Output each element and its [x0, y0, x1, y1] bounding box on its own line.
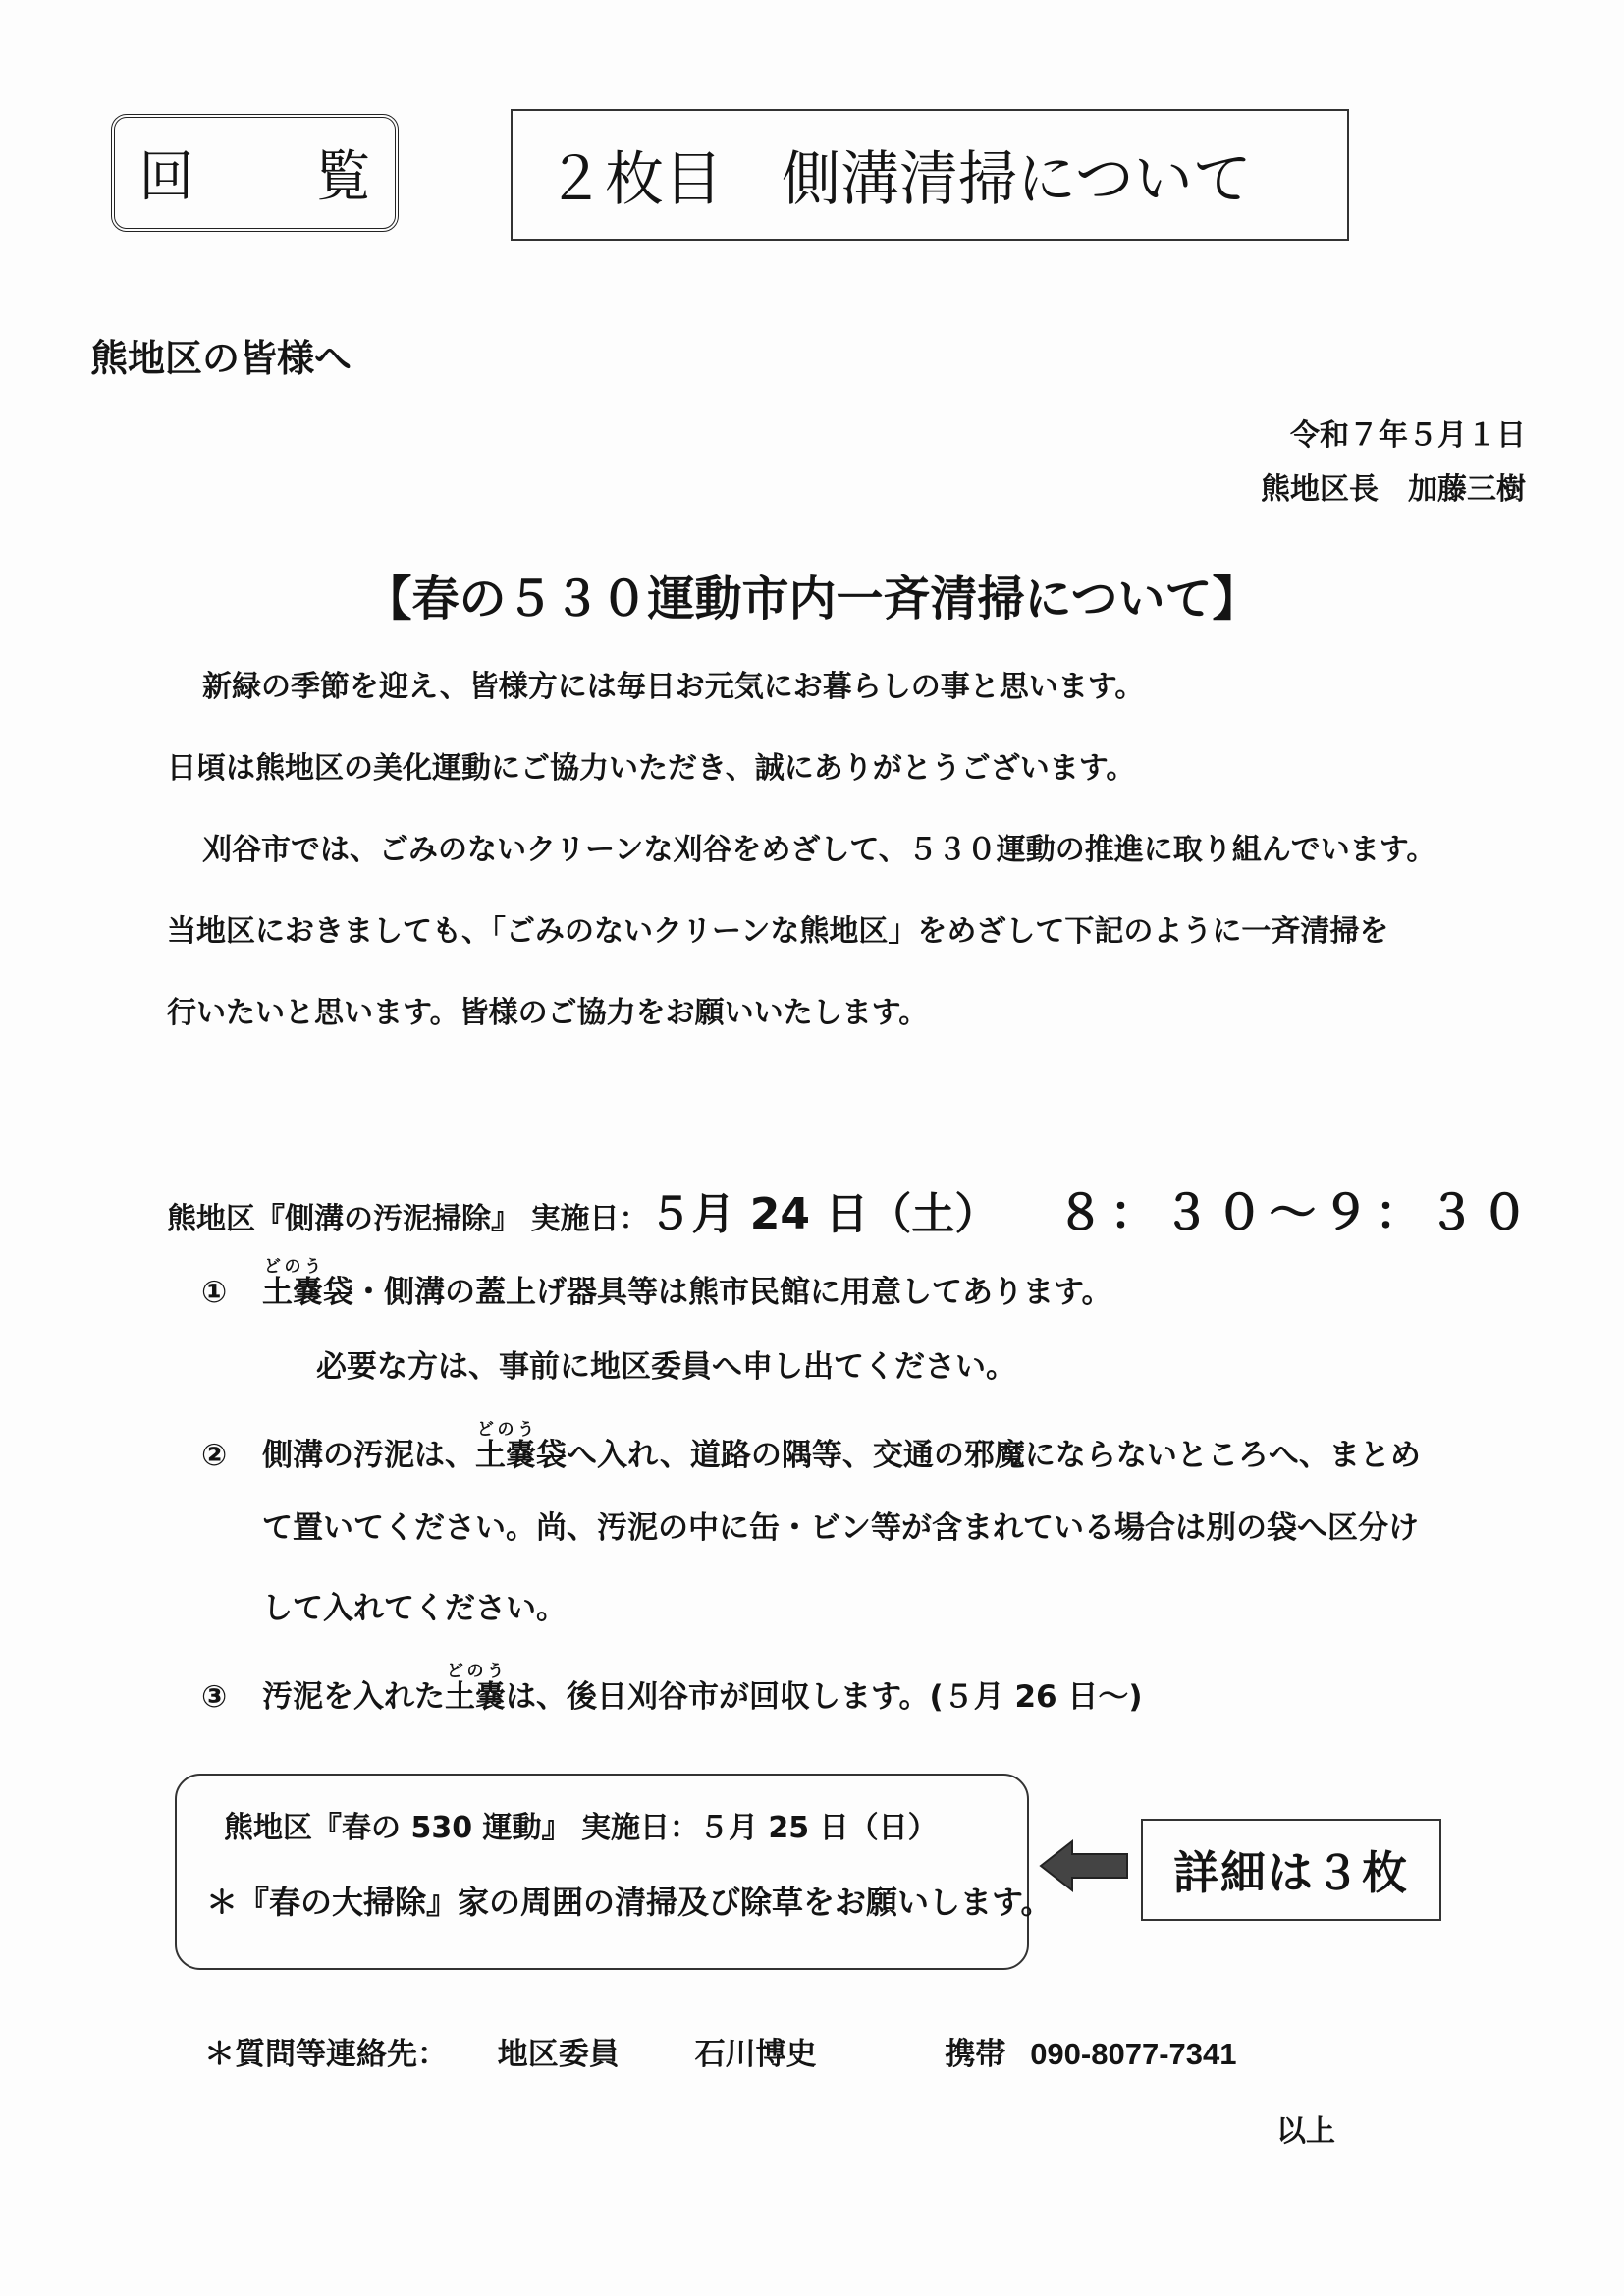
- item-2: [201, 1420, 1421, 1474]
- event-line-1: 熊地区『春の 530 運動』 実施日：５月 25 日（日）: [224, 1811, 938, 1845]
- item-2-line-2: て置いてください。尚、汚泥の中に缶・ビン等が含まれている場合は別の袋へ区分け: [262, 1510, 1419, 1546]
- salutation: 熊地区の皆様へ: [90, 337, 352, 380]
- item-2-ruby: [475, 1420, 536, 1473]
- contact-phone: 090-8077-7341: [1030, 2037, 1237, 2071]
- contact-line: [204, 2029, 1236, 2073]
- schedule-label: 熊地区『側溝の汚泥掃除』 実施日：: [167, 1202, 649, 1236]
- schedule-time: ８：３０～９：３０: [1056, 1185, 1535, 1240]
- detail-note: 詳細は３枚: [1141, 1819, 1441, 1921]
- item-2-line-3: して入れてください。: [262, 1591, 567, 1626]
- item-3-number: ③: [201, 1679, 228, 1715]
- item-1-text: 袋・側溝の蓋上げ器具等は熊市民館に用意してあります。: [323, 1275, 1112, 1310]
- item-3-text-before: 汚泥を入れた: [262, 1679, 445, 1715]
- item-3: [201, 1662, 1143, 1716]
- intro-line-3: 刈谷市では、ごみのないクリーンな刈谷をめざして、５３０運動の推進に取り組んでいます。: [202, 833, 1436, 867]
- item-3-ruby: [445, 1662, 506, 1715]
- document-author: 熊地区長 加藤三樹: [1261, 472, 1526, 507]
- intro-line-2: 日頃は熊地区の美化運動にご協力いただき、誠にありがとうございます。: [167, 751, 1136, 786]
- closing: 以上: [1276, 2114, 1335, 2149]
- item-2-text-before: 側溝の汚泥は、: [262, 1438, 475, 1473]
- item-1-ruby-reading: どのう: [262, 1257, 323, 1277]
- item-3-text-after: は、後日刈谷市が回収します。(５月 26 日～): [506, 1679, 1143, 1715]
- item-1-number: ①: [201, 1275, 228, 1310]
- item-1-ruby: [262, 1257, 323, 1310]
- item-3-ruby-reading: どのう: [445, 1662, 506, 1681]
- schedule-date: ５月 24 日（土）: [648, 1189, 999, 1239]
- item-2-text-after: 袋へ入れ、道路の隅等、交通の邪魔にならないところへ、まとめ: [536, 1438, 1421, 1473]
- event-line-2: ＊『春の大掃除』家の周囲の清掃及び除草をお願いします。: [206, 1884, 1053, 1921]
- contact-label: ＊質問等連絡先：: [204, 2037, 448, 2072]
- item-1-line-2: 必要な方は、事前に地区委員へ申し出てください。: [316, 1349, 1016, 1385]
- item-1-ruby-word: 土嚢: [262, 1275, 323, 1310]
- kairan-box: 回 覧: [111, 114, 399, 232]
- item-2-ruby-word: 土嚢: [475, 1438, 536, 1473]
- contact-role: 地区委員: [497, 2037, 620, 2072]
- item-2-ruby-reading: どのう: [475, 1420, 536, 1440]
- contact-phone-label: 携帯: [945, 2037, 1006, 2072]
- intro-line-1: 新緑の季節を迎え、皆様方には毎日お元気にお暮らしの事と思います。: [202, 670, 1145, 704]
- main-heading: 【春の５３０運動市内一斉清掃について】: [364, 572, 1260, 627]
- document-date: 令和７年５月１日: [1290, 418, 1526, 453]
- intro-line-4: 当地区におきましても、「ごみのないクリーンな熊地区」をめざして下記のように一斉清掃を: [167, 914, 1389, 949]
- item-3-ruby-word: 土嚢: [445, 1679, 506, 1715]
- contact-name: 石川博史: [694, 2037, 817, 2072]
- intro-line-5: 行いたいと思います。皆様のご協力をお願いいたします。: [167, 996, 929, 1030]
- left-arrow-icon: [1039, 1838, 1129, 1893]
- document-title: ２枚目 側溝清掃について: [511, 109, 1349, 241]
- schedule-line: [167, 1175, 1534, 1242]
- item-2-number: ②: [201, 1438, 228, 1473]
- item-1: [201, 1257, 1112, 1311]
